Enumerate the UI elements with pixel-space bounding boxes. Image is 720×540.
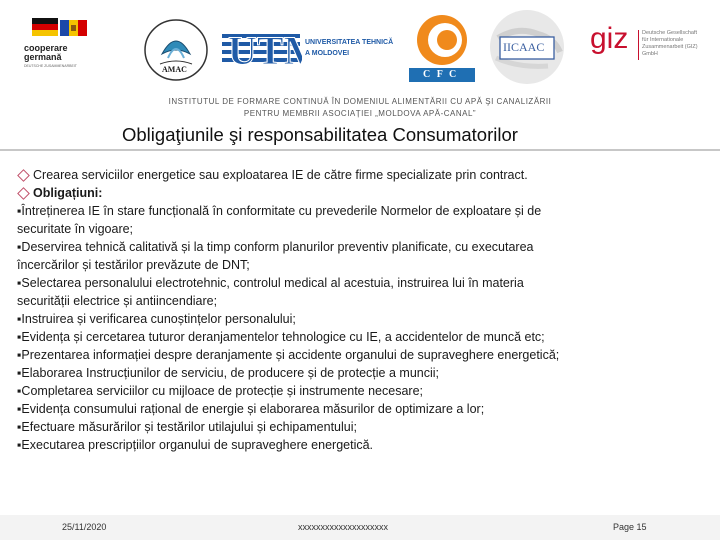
ceac-logo xyxy=(488,8,566,86)
giz-small3: Zusammenarbeit (GIZ) GmbH xyxy=(642,44,698,57)
list-item: ▪Efectuare măsurărilor și testărilor utilajului și echipamentului; xyxy=(17,420,357,434)
list-item xyxy=(17,202,707,238)
list-item-line2: securității electrice și antiincendiare; xyxy=(17,294,218,308)
subtitle-line2: PENTRU MEMBRII ASOCIAȚIEI „MOLDOVA APĂ-CANAL” xyxy=(243,109,477,118)
list-item-line2: încercărilor și testărilor prevăzute de DNT; xyxy=(17,258,250,272)
giz-small1: Deutsche Gesellschaft xyxy=(642,30,698,36)
giz-logo xyxy=(590,24,710,74)
list-item: ▪Evidența și cercetarea tuturor deranjamentelor tehnologice cu IE, a accidentelor de muncă etc; xyxy=(17,330,545,344)
diamond-bullet-icon xyxy=(17,169,30,182)
intro-text: Crearea serviciilor energetice sau exploatarea IE de către firme specializate prin contract. xyxy=(33,168,528,182)
amac-label: AMAC xyxy=(162,65,187,74)
utm-line2: A MOLDOVEI xyxy=(305,50,350,57)
cooperare-line1: cooperare xyxy=(24,43,68,53)
list-item: ▪Instruirea și verificarea cunoștințelor personalului; xyxy=(17,312,296,326)
cfc-label: C F C xyxy=(423,69,459,80)
footer-page-number: Page 15 xyxy=(613,522,647,532)
ceac-label: IICAAC xyxy=(503,40,545,54)
list-item: ▪Completarea serviciilor cu mijloace de protecție și instrumente necesare; xyxy=(17,384,423,398)
cfc-logo xyxy=(405,12,479,84)
list-item-line1: ▪Selectarea personalului electrotehnic, controlul medical al acestuia, instruirea lui în materia xyxy=(17,276,524,290)
diamond-bullet-icon xyxy=(17,187,30,200)
logo-bar xyxy=(0,0,720,90)
title-divider xyxy=(0,149,720,151)
amac-emblem-icon xyxy=(140,18,212,84)
cooperare-line3: DEUTSCHE ZUSAMMENARBEIT xyxy=(24,64,77,68)
list-item: ▪Elaborarea Instrucțiunilor de serviciu, de producere și de protecție a muncii; xyxy=(17,366,440,380)
institute-subtitle xyxy=(150,96,570,120)
subtitle-line1: INSTITUTUL DE FORMARE CONTINUĂ ÎN DOMENIUL ALIMENTĂRII CU APĂ ŞI CANALIZĂRII xyxy=(168,97,552,106)
footer-center-text: xxxxxxxxxxxxxxxxxxxx xyxy=(298,522,388,532)
list-item xyxy=(17,238,707,274)
utm-emblem-icon xyxy=(222,28,302,70)
utm-line1: UNIVERSITATEA TEHNICĂ xyxy=(305,39,394,46)
svg-text:UTM: UT xyxy=(228,28,284,70)
cooperare-germana-logo xyxy=(20,18,120,78)
slide-content xyxy=(17,166,707,454)
cooperare-line2: germană xyxy=(24,52,62,62)
giz-small2: für Internationale xyxy=(642,37,684,43)
list-item: ▪Prezentarea informației despre deranjamente și accidente organului de supraveghere energetică; xyxy=(17,348,560,362)
list-item-line1: ▪Întreținerea IE în stare funcțională în conformitate cu prevederile Normelor de exploatare și de xyxy=(17,204,542,218)
amac-logo xyxy=(140,18,212,84)
list-item: ▪Executarea prescripțiilor organului de supraveghere energetică. xyxy=(17,438,374,452)
list-item-line1: ▪Deservirea tehnică calitativă și la timp conform planurilor preventiv planificate, cu executarea xyxy=(17,240,534,254)
list-item xyxy=(17,274,707,310)
giz-label: giz xyxy=(590,22,629,55)
page-title: Obligaţiunile şi responsabilitatea Consumatorilor xyxy=(122,124,518,145)
utm-logo xyxy=(222,28,394,70)
list-item: ▪Evidența consumului rațional de energie și elaborarea măsurilor de optimizare a lor; xyxy=(17,402,485,416)
intro-line xyxy=(17,166,707,184)
heading-line xyxy=(17,184,707,202)
obligations-heading: Obligațiuni: xyxy=(33,186,103,200)
footer-date: 25/11/2020 xyxy=(62,522,107,532)
list-item-line2: securitate în vigoare; xyxy=(17,222,134,236)
